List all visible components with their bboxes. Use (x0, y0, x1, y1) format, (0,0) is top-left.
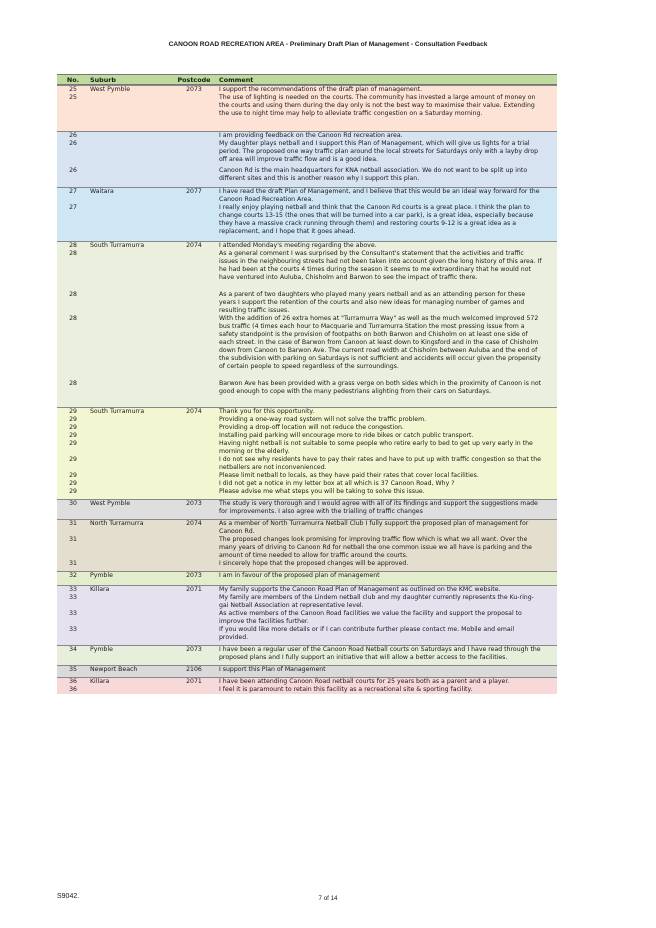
cell-postcode (172, 118, 216, 126)
comment-line: many years of driving to Canoon Rd for netball the one common issue we all have is parking and the (219, 544, 532, 551)
cell-postcode: 2106 (186, 666, 202, 673)
table-row (57, 519, 557, 536)
cell-postcode: 2071 (186, 586, 202, 593)
comment-line: My daughter plays netball and I support this Plan of Management, which will give us lights for a trial (219, 140, 530, 147)
cell-postcode: 2071 (186, 678, 202, 685)
table-row (57, 571, 557, 580)
comment-line (219, 396, 555, 404)
table-row (57, 167, 557, 183)
cell-comment (216, 86, 557, 94)
comment-line: netballers are not inconvenienced. (219, 464, 327, 471)
cell-postcode (172, 480, 216, 488)
cell-suburb: North Turramurra (90, 520, 144, 527)
comment-line: If you would like more details or if I can contribute further please contact me. Mobile and email (219, 626, 515, 633)
cell-no: 29 (69, 416, 77, 423)
cell-postcode: 2074 (186, 520, 202, 527)
cell-no (57, 396, 89, 404)
comment-line: I have been attending Canoon Road netball courts for 25 years both as a parent and a player. (219, 678, 510, 685)
cell-comment (216, 188, 557, 204)
table-row (57, 585, 557, 594)
comment-line: improve the facilities further. (219, 618, 309, 625)
comment-line: he had been at the courts 4 times during the season it seems to me extraordinary that he would not (219, 266, 531, 273)
comment-line: gai Netball Association at representative level. (219, 602, 364, 609)
cell-suburb (89, 396, 172, 404)
cell-comment (216, 396, 557, 404)
comment-line: the subdivision with parking on Saturdays is not sufficient and accidents will occur given the propensity (219, 355, 541, 362)
table-row (57, 536, 557, 560)
comment-line: safety standpoint is the provision of footpaths on both Barwon and Chisholm on at least one side of (219, 331, 528, 338)
cell-postcode (172, 204, 216, 236)
comment-line: The proposed changes look promising for improving traffic flow which is what we all want. Over the (219, 536, 528, 543)
comment-line: Providing a one-way road system will not solve the traffic problem. (219, 416, 427, 423)
cell-comment (216, 488, 557, 496)
cell-suburb: Killara (90, 678, 110, 685)
cell-suburb: Waitara (90, 188, 114, 195)
comment-line: Barwon Ave has been provided with a grass verge on both sides which in the proximity of Canoon is not (219, 380, 542, 387)
cell-no: 29 (69, 440, 77, 447)
cell-suburb: Pymble (90, 572, 113, 579)
comment-line: I am providing feedback on the Canoon Rd recreation area. (219, 132, 403, 139)
cell-suburb (89, 291, 172, 315)
cell-postcode (172, 560, 216, 568)
cell-postcode: 2073 (186, 500, 202, 507)
comment-line: issues in the neighbouring streets had not been taken into account given the long history of this area. If (219, 258, 542, 265)
cell-comment (216, 291, 557, 315)
cell-no: 29 (69, 488, 77, 495)
comment-line: morning or the elderly. (219, 448, 290, 455)
cell-postcode (172, 94, 216, 118)
comment-line: I support the recommendations of the draft plan of management. (219, 86, 423, 93)
table-row (57, 118, 557, 126)
table-row (57, 380, 557, 396)
comment-line: have ventured into Auluba, Chisholm and Barwon to see the impact of traffic there. (219, 274, 478, 281)
header-comment: Comment (219, 76, 254, 84)
cell-no: 36 (69, 678, 77, 685)
cell-comment (216, 250, 557, 282)
cell-comment (216, 432, 557, 440)
cell-postcode (172, 416, 216, 424)
cell-postcode (172, 167, 216, 183)
cell-comment (216, 480, 557, 488)
cell-suburb (89, 440, 172, 456)
cell-comment (216, 678, 557, 686)
cell-comment (216, 167, 557, 183)
comment-line: each street. In the case of Barwon from Canoon at least down to Kingsford and in the case of Chisholm (219, 339, 539, 346)
comment-line: I support this Plan of Management (219, 666, 326, 673)
cell-comment (216, 380, 557, 396)
cell-postcode (172, 488, 216, 496)
cell-suburb (89, 204, 172, 236)
cell-no: 28 (69, 250, 77, 257)
cell-no: 26 (69, 167, 77, 174)
comment-line: With the addition of 26 extra homes at "Turramurra Way" as well as the much welcomed improved 572 (219, 315, 539, 322)
comment-line: Installing paid parking will encourage more to ride bikes or catch public transport. (219, 432, 474, 439)
cell-postcode: 2073 (186, 86, 202, 93)
cell-postcode (172, 472, 216, 480)
comment-line: I attended Monday's meeting regarding the above. (219, 242, 377, 249)
cell-postcode: 2077 (186, 188, 202, 195)
cell-postcode (172, 250, 216, 282)
cell-comment (216, 626, 557, 642)
cell-postcode (172, 432, 216, 440)
table-row (57, 315, 557, 371)
cell-suburb (89, 132, 172, 140)
cell-comment (216, 666, 557, 674)
comment-line (219, 118, 555, 126)
cell-comment (216, 560, 557, 568)
cell-postcode (172, 291, 216, 315)
cell-suburb (89, 416, 172, 424)
cell-no: 29 (69, 432, 77, 439)
cell-postcode: 2074 (186, 408, 202, 415)
table-row (57, 686, 557, 694)
table-row (57, 432, 557, 440)
comment-line: I am in favour of the proposed plan of management (219, 572, 380, 579)
cell-no: 31 (69, 520, 77, 527)
table-row (57, 594, 557, 610)
comment-line: good enough to cope with the many pedestrians alighting from their cars on Saturdays. (219, 388, 492, 395)
comment-line: the use to night time may help to alleviate traffic congestion on a Saturday morning. (219, 110, 483, 117)
cell-comment (216, 536, 557, 560)
comment-line: As active members of the Canoon Road facilities we value the facility and support the proposal to (219, 610, 522, 617)
table-row (57, 488, 557, 496)
cell-postcode (172, 396, 216, 404)
page-number: 7 of 14 (318, 895, 338, 902)
comment-line: Please advise me what steps you will be taking to solve this issue. (219, 488, 425, 495)
cell-no: 25 (69, 94, 77, 101)
comment-line: of certain people to speed regardless of the surroundings. (219, 363, 399, 370)
table-row (57, 140, 557, 164)
comment-line: provided. (219, 634, 249, 641)
comment-line: The use of lighting is needed on the courts. The community has invested a large amount of money on (219, 94, 536, 101)
cell-postcode (172, 610, 216, 626)
comment-line: the courts and using them during the day only is not the best way to maximise their value. Extending (219, 102, 535, 109)
cell-suburb (89, 536, 172, 560)
comment-line: for improvements. I also agree with the trialling of traffic changes (219, 508, 423, 515)
cell-comment (216, 572, 557, 580)
cell-postcode: 2073 (186, 646, 202, 653)
cell-suburb (89, 380, 172, 396)
cell-comment (216, 686, 557, 694)
cell-comment (216, 610, 557, 626)
cell-suburb (89, 118, 172, 126)
cell-comment (216, 204, 557, 236)
cell-comment (216, 456, 557, 472)
cell-suburb: West Pymble (90, 500, 131, 507)
cell-no: 29 (69, 456, 77, 463)
cell-comment (216, 520, 557, 536)
cell-suburb (89, 250, 172, 282)
table-row (57, 677, 557, 686)
table-row (57, 396, 557, 404)
cell-no: 27 (69, 188, 77, 195)
cell-no: 31 (69, 560, 77, 567)
cell-suburb (89, 488, 172, 496)
table-row (57, 456, 557, 472)
comment-line: proposed plans and I fully support an initiative that will allow a better access to the facilities. (219, 654, 508, 661)
comment-line: My family are members of the Lindem netball club and my daughter currently represents the Ku-ring- (219, 594, 534, 601)
cell-no: 33 (69, 586, 77, 593)
cell-no: 29 (69, 424, 77, 431)
cell-comment (216, 440, 557, 456)
cell-no: 31 (69, 536, 77, 543)
cell-suburb (89, 480, 172, 488)
row-spacer (57, 282, 557, 291)
cell-no: 29 (69, 472, 77, 479)
comment-line: Canoon Road Recreation Area. (219, 196, 314, 203)
cell-no: 29 (69, 408, 77, 415)
cell-suburb: Pymble (90, 646, 113, 653)
comment-line: bus traffic (4 times each hour to Macquarie and Turramurra Station the most pressing issue from a (219, 323, 525, 330)
cell-suburb (89, 167, 172, 183)
cell-comment (216, 416, 557, 424)
cell-comment (216, 646, 557, 662)
cell-no: 35 (69, 666, 77, 673)
cell-suburb: South Turramurra (90, 408, 145, 415)
comment-line: Canoon Rd is the main headquarters for KNA netball association. We do not want to be split up into (219, 167, 528, 174)
table-body (57, 85, 557, 694)
cell-no: 33 (69, 626, 77, 633)
table-row (57, 480, 557, 488)
comment-line: I have been a regular user of the Canoon Road Netball courts on Saturdays and I have read through the (219, 646, 541, 653)
table-row (57, 250, 557, 282)
cell-suburb (89, 594, 172, 610)
cell-postcode (172, 315, 216, 371)
comment-line: years I support the retention of the courts and also new ideas for managing number of games and (219, 299, 525, 306)
cell-comment (216, 472, 557, 480)
cell-no: 33 (69, 610, 77, 617)
cell-postcode: 2074 (186, 242, 202, 249)
comment-line: My family supports the Canoon Road Plan of Management as outlined on the KMC website. (219, 586, 501, 593)
cell-no: 26 (69, 132, 77, 139)
table-row (57, 94, 557, 118)
cell-suburb (89, 626, 172, 642)
cell-comment (216, 408, 557, 416)
cell-no: 33 (69, 594, 77, 601)
comment-line: change courts 13-15 (the ones that will be turned into a car park), is a great idea, especially because (219, 212, 534, 219)
comment-line: Having night netball is not suitable to some people who retire early to bed to get up very early in the (219, 440, 533, 447)
cell-comment (216, 500, 557, 516)
row-spacer (57, 371, 557, 380)
cell-postcode (172, 626, 216, 642)
comment-line: down from Canoon to Barwon Ave. The current road width at Chisholm between Auluba and the end of (219, 347, 538, 354)
cell-no: 28 (69, 291, 77, 298)
comment-line: I sincerely hope that the proposed changes will be approved. (219, 560, 409, 567)
table-row (57, 407, 557, 416)
comment-line: Canoon Rd. (219, 528, 255, 535)
comment-line: Thank you for this opportunity. (219, 408, 315, 415)
comment-line: amount of time needed to allow for traffic around the courts. (219, 552, 408, 559)
cell-no: 28 (69, 242, 77, 249)
cell-no (57, 118, 89, 126)
cell-suburb: Newport Beach (90, 666, 138, 673)
cell-suburb (89, 610, 172, 626)
cell-comment (216, 242, 557, 250)
cell-suburb: Killara (90, 586, 110, 593)
table-row (57, 499, 557, 516)
comment-line: they have a massive crack running through them) and restoring courts 9-12 is a great idea as a (219, 220, 517, 227)
cell-no: 25 (69, 86, 77, 93)
table-row (57, 416, 557, 424)
cell-comment (216, 586, 557, 594)
table-row (57, 645, 557, 662)
cell-postcode (172, 440, 216, 456)
cell-suburb (89, 472, 172, 480)
table-row (57, 440, 557, 456)
comment-line: As a member of North Turramurra Netball Club I fully support the proposed plan of management for (219, 520, 529, 527)
cell-no: 29 (69, 480, 77, 487)
comment-line: As a parent of two daughters who played many years netball and as an attending person for these (219, 291, 526, 298)
table-row (57, 85, 557, 94)
cell-suburb (89, 140, 172, 164)
cell-comment (216, 118, 557, 126)
cell-no: 26 (69, 140, 77, 147)
cell-no: 28 (69, 315, 77, 322)
feedback-table (57, 74, 557, 694)
cell-suburb (89, 424, 172, 432)
header-no: No. (66, 76, 80, 84)
table-header (57, 74, 557, 85)
cell-comment (216, 132, 557, 140)
table-row (57, 610, 557, 626)
comment-line: I really enjoy playing netball and think that the Canoon Rd courts is a great place. I think the plan to (219, 204, 530, 211)
comment-line: The study is very thorough and I would agree with all of its findings and support the suggestions made (219, 500, 538, 507)
cell-postcode (172, 594, 216, 610)
cell-no: 28 (69, 380, 77, 387)
cell-postcode: 2073 (186, 572, 202, 579)
cell-no: 30 (69, 500, 77, 507)
cell-postcode (172, 456, 216, 472)
header-suburb: Suburb (90, 76, 117, 84)
cell-suburb: West Pymble (90, 86, 131, 93)
cell-suburb (89, 94, 172, 118)
header-postcode: Postcode (177, 76, 211, 84)
document-title: CANOON ROAD RECREATION AREA - Preliminary Draft Plan of Management - Consultation Feedback (168, 41, 488, 48)
cell-no: 36 (69, 686, 77, 693)
table-row (57, 424, 557, 432)
cell-comment (216, 140, 557, 164)
cell-suburb: South Turramurra (90, 242, 145, 249)
cell-suburb (89, 560, 172, 568)
cell-no: 27 (69, 204, 77, 211)
table-row (57, 665, 557, 674)
comment-line: resulting traffic issues. (219, 307, 290, 314)
cell-suburb (89, 686, 172, 694)
cell-postcode (172, 536, 216, 560)
table-row (57, 560, 557, 568)
cell-comment (216, 424, 557, 432)
cell-postcode (172, 686, 216, 694)
cell-no: 32 (69, 572, 77, 579)
table-row (57, 472, 557, 480)
table-row (57, 131, 557, 140)
document-reference: S9042. (57, 893, 80, 900)
comment-line: Providing a drop-off location will not reduce the congestion. (219, 424, 404, 431)
comment-line: period. The proposed one way traffic plan around the local streets for Saturdays only with a layby drop (219, 148, 539, 155)
cell-suburb (89, 315, 172, 371)
cell-comment (216, 594, 557, 610)
cell-suburb (89, 456, 172, 472)
comment-line: I have read the draft Plan of Management, and I believe that this would be an ideal way forward for the (219, 188, 540, 195)
cell-postcode (172, 132, 216, 140)
comment-line: I did not get a notice in my letter box at all which is 37 Canoon Road, Why ? (219, 480, 455, 487)
comment-line: As a general comment I was surprised by the Consultant's statement that the activities and traffic (219, 250, 524, 257)
table-row (57, 204, 557, 236)
comment-line: Please limit netball to locals, as they have paid their rates that cover local facilities. (219, 472, 479, 479)
cell-comment (216, 315, 557, 371)
cell-postcode (172, 424, 216, 432)
cell-suburb (89, 432, 172, 440)
table-row (57, 291, 557, 315)
comment-line: off area will improve traffic flow and is a good idea. (219, 156, 378, 163)
table-row (57, 187, 557, 204)
comment-line: I do not see why residents have to pay their rates and have to put up with traffic congestion so that the (219, 456, 541, 463)
table-row (57, 626, 557, 642)
comment-line: I feel it is paramount to retain this facility as a recreational site & sporting facility. (219, 686, 473, 693)
cell-postcode (172, 380, 216, 396)
table-row (57, 241, 557, 250)
comment-line: different sites and this is another reason why I support this plan. (219, 175, 420, 182)
cell-postcode (172, 140, 216, 164)
cell-comment (216, 94, 557, 118)
cell-no: 34 (69, 646, 77, 653)
comment-line: replacement, and I hope that it goes ahead. (219, 228, 356, 235)
